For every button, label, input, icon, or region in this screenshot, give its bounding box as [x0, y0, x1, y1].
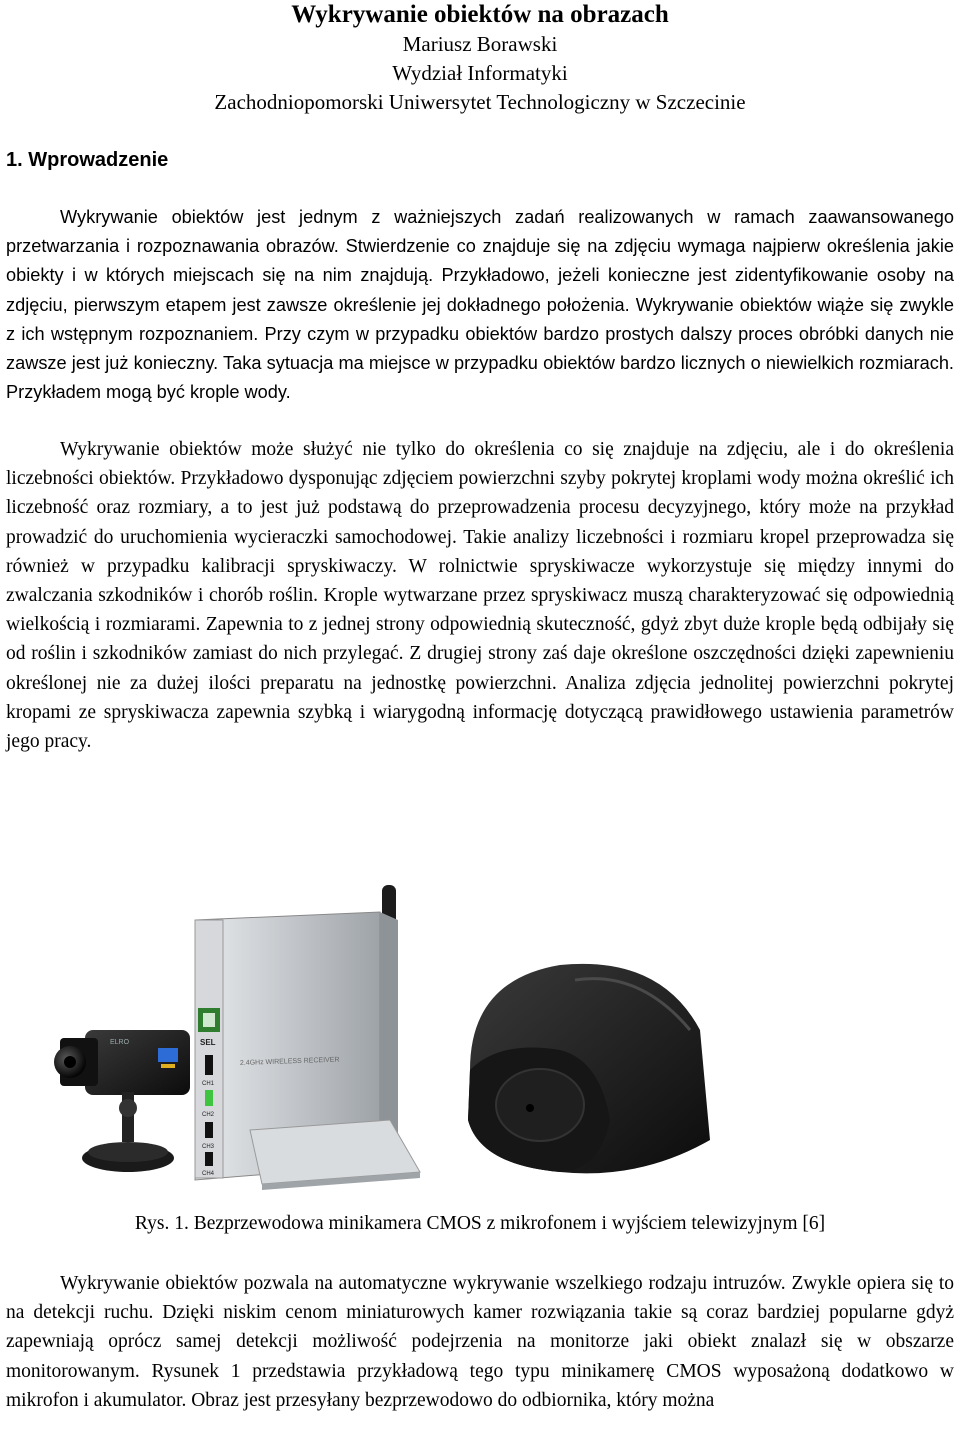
wireless-receiver: [195, 885, 420, 1190]
paragraph-3: Wykrywanie obiektów pozwala na automatyczne wykrywanie wszelkiego rodzaju intruzów. Zwykle opiera się to na detekcji ruchu. Dzięki niskim cenom miniaturowych kamer rozwiązania takie są coraz bardziej popularne gdyż zapewniają oprócz samej detekcji możliwość podejrzenia na monitorze jaki obiekt znalazł się w obszarze monitorowanym. Rysunek 1 przedstawia przykładową tego typu minikamerę CMOS wyposażoną dodatkowo w mikrofon i akumulator. Obraz jest przesyłany bezprzewodowo do odbiornika, który można: [6, 1273, 954, 1411]
mini-camera-with-stand: [54, 1030, 190, 1172]
camera-brand: ELRO: [110, 1039, 130, 1046]
author-name: Mariusz Borawski: [402, 32, 558, 56]
dome-camera: [468, 964, 710, 1174]
channel-label-3: CH3: [202, 1144, 215, 1150]
document-title: Wykrywanie obiektów na obrazach: [291, 1, 669, 28]
figure-1: [0, 880, 960, 1190]
university-name: Zachodniopomorski Uniwersytet Technologiczny w Szczecinie: [214, 90, 746, 114]
paragraph-1: Wykrywanie obiektów jest jednym z ważniejszych zadań realizowanych w ramach zaawansowanego przetwarzania i rozpoznawania obrazów. Stwierdzenie co znajduje się na zdjęciu wymaga najpierw określenia jakie obiekty i w których miejscach się na nim znajdują. Przykładowo, jeżeli konieczne jest zidentyfikowanie osoby na zdjęciu, pierwszym etapem jest zawsze określenie jej dokładnego położenia. Wykrywanie obiektów wiąże się zwykle z ich wstępnym rozpoznaniem. Przy czym w przypadku obiektów bardzo prostych dalszy proces obróbki danych nie zawsze jest już konieczny. Taka sytuacja ma miejsce w przypadku obiektów bardzo licznych o niewielkich rozmiarach. Przykładem mogą być krople wody.: [6, 207, 954, 403]
receiver-label: 2.4GHz WIRELESS RECEIVER: [239, 1056, 340, 1067]
channel-label-2: CH2: [202, 1112, 215, 1118]
camera-set-illustration: [0, 880, 960, 1190]
paragraph-2: Wykrywanie obiektów może służyć nie tylko do określenia co się znajduje na zdjęciu, ale i do określenia liczebności obiektów. Przykładowo dysponując zdjęciem powierzchni szyby pokrytej kroplami wody można określić ich liczebność oraz rozmiary, a to jest już podstawą do przeprowadzenia procesu decyzyjnego, który może na przykład prowadzić do uruchomienia wycieraczki samochodowej. Takie analizy liczebności i rozmiaru kropel przeprowadza się również w przypadku kalibracji spryskiwaczy. W rolnictwie spryskiwacze wykorzystuje się między innymi do zwalczania szkodników i chorób roślin. Krople wytwarzane przez spryskiwacz muszą charakteryzować się odpowiednią wielkością i rozmiarami. Zapewnia to z jednej strony odpowiednią skuteczność, gdyż zbyt duże krople będą odbijały się od roślin i szkodników zamiast do nich przylegać. Z drugiej strony zaś daje określone oszczędności dzięki zapewnieniu określonej nie za dużej ilości preparatu na jednostkę powierzchni. Analiza zdjęcia jednolitej powierzchni pokrytej kropami ze spryskiwacza zapewnia szybką i wiarygodną informację dotyczącą prawidłowego ustawienia parametrów jego pracy.: [6, 439, 954, 753]
channel-label-4: CH4: [202, 1171, 215, 1177]
section-heading: 1. Wprowadzenie: [6, 149, 169, 171]
figure-caption: Rys. 1. Bezprzewodowa minikamera CMOS z mikrofonem i wyjściem telewizyjnym [6]: [134, 1213, 826, 1234]
sel-label: SEL: [200, 1038, 216, 1047]
department-name: Wydział Informatyki: [392, 61, 568, 85]
channel-label-1: CH1: [202, 1081, 215, 1087]
